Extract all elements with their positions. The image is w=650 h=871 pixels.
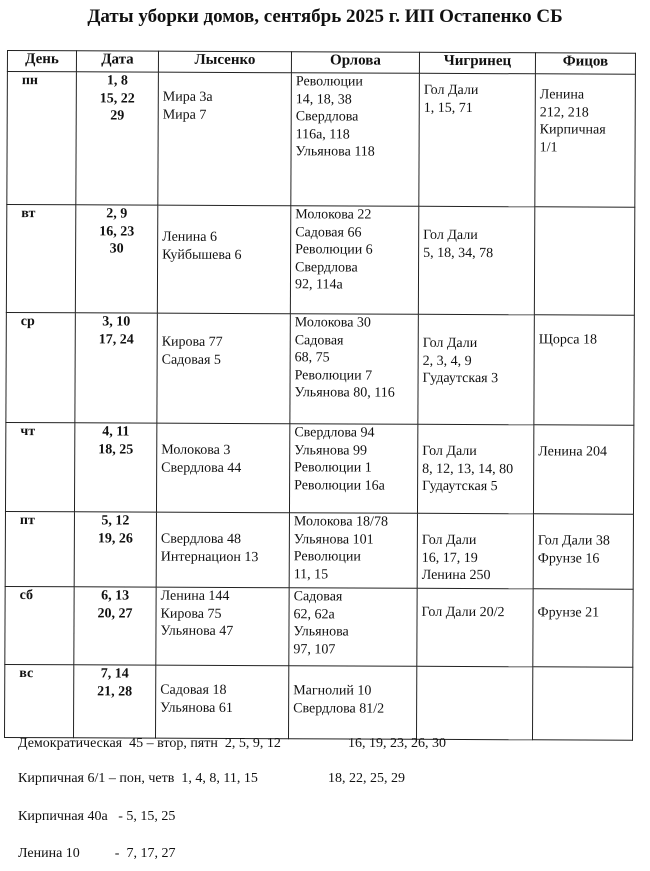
chigrinets-cell-line: Гол Дали (423, 227, 478, 244)
orlova-cell (290, 314, 418, 425)
fitsov-cell (535, 74, 636, 207)
note-line (18, 809, 175, 825)
orlova-cell-line: Садовая (293, 589, 343, 605)
dates-cell (75, 313, 157, 423)
orlova-cell-line: Революции (295, 74, 363, 90)
orlova-cell-line: Молокова 22 (295, 207, 372, 223)
day-cell: ср (6, 312, 75, 422)
table-row (5, 664, 633, 740)
dates-cell-line: 15, 22 (99, 90, 135, 107)
dates-cell-line: 19, 26 (97, 530, 133, 547)
lysenko-cell (157, 313, 290, 424)
fitsov-cell (534, 207, 634, 315)
lysenko-cell-line: Ленина 144 (160, 588, 230, 604)
orlova-cell (288, 666, 416, 740)
table-row (5, 586, 633, 667)
lysenko-cell (157, 205, 290, 314)
orlova-cell-line: 92, 114а (294, 277, 343, 293)
dates-cell-line: 16, 23 (99, 223, 135, 240)
header-orlova: Орлова (291, 52, 419, 74)
chigrinets-cell-line: 8, 12, 13, 14, 80 (422, 461, 514, 477)
dates-cell (74, 512, 156, 587)
lysenko-cell-line: Куйбышева 6 (162, 247, 242, 263)
fitsov-cell-line: Фрунзе 21 (537, 605, 600, 621)
note-text: Кирпичная 6/1 – пон, четв 1, 4, 8, 11, 15 (18, 771, 258, 786)
orlova-cell-line: Ульянова (293, 624, 349, 640)
lysenko-cell-line: Садовая 5 (161, 352, 221, 368)
note-dates: 16, 19, 23, 26, 30 (348, 736, 446, 751)
orlova-cell (291, 73, 420, 207)
fitsov-cell-line: Ленина (539, 87, 585, 103)
note-text: Кирпичная 40а - 5, 15, 25 (18, 809, 176, 824)
fitsov-cell-line: Ленина 204 (538, 444, 608, 460)
orlova-cell-line: Ульянова 118 (295, 144, 375, 160)
lysenko-cell-line: Свердлова 44 (161, 460, 242, 476)
orlova-cell-line: Ульянова 99 (294, 442, 368, 459)
orlova-cell-line: Свердлова 94 (294, 425, 375, 441)
day-cell: вт (6, 205, 75, 313)
orlova-cell-line: 116а, 118 (295, 126, 350, 142)
dates-cell (74, 423, 156, 512)
page-title: Даты уборки домов, сентябрь 2025 г. ИП Остапенко СБ (87, 6, 563, 27)
orlova-cell-line: Революции 16а (294, 477, 385, 494)
lysenko-cell-line: Ульянова 47 (160, 623, 234, 639)
orlova-cell-line: Свердлова 81/2 (293, 700, 385, 717)
schedule-table (4, 50, 636, 741)
fitsov-cell-line: 212, 218 (539, 104, 589, 121)
lysenko-cell (156, 512, 289, 588)
dates-cell-line: 7, 14 (100, 666, 129, 682)
dates-cell-line: 21, 28 (97, 683, 133, 700)
fitsov-cell-line: Кирпичная (539, 122, 606, 138)
lysenko-cell-line: Ленина 6 (162, 229, 218, 245)
day-cell: пн (7, 72, 77, 205)
dates-cell-line: 3, 10 (102, 314, 131, 330)
chigrinets-cell-line: Гудаутская 5 (422, 478, 498, 495)
chigrinets-cell (416, 666, 532, 740)
chigrinets-cell-line: Гол Дали (422, 443, 477, 460)
table-row (5, 511, 633, 589)
orlova-cell-line: Молокова 30 (294, 315, 371, 331)
chigrinets-cell (418, 314, 534, 425)
fitsov-cell (533, 589, 633, 667)
lysenko-cell-line: Мира 7 (162, 107, 207, 123)
chigrinets-cell (418, 206, 534, 315)
orlova-cell-line: Ульянова 101 (293, 531, 374, 548)
header-day: День (7, 51, 76, 72)
dates-cell-line: 2, 9 (106, 206, 128, 222)
chigrinets-cell-line: 16, 17, 19 (421, 550, 478, 566)
chigrinets-cell (417, 513, 533, 589)
orlova-cell (289, 513, 417, 589)
dates-cell-line: 1, 8 (106, 73, 128, 89)
orlova-cell-line: 62, 62а (293, 606, 335, 622)
lysenko-cell-line: Кирова 75 (160, 606, 222, 622)
table-body (5, 72, 636, 741)
lysenko-cell (158, 72, 292, 206)
orlova-cell-line: 14, 18, 38 (295, 91, 352, 108)
note-line (18, 771, 405, 787)
orlova-cell-line: Молокова 18/78 (293, 514, 389, 530)
dates-cell-line: 4, 11 (102, 424, 130, 440)
orlova-cell (289, 588, 417, 667)
dates-cell (76, 72, 159, 205)
fitsov-cell (532, 667, 632, 740)
fitsov-cell-line: 1/1 (539, 139, 558, 155)
header-fitsov: Фицов (535, 53, 635, 74)
lysenko-cell-line: Кирова 77 (161, 334, 223, 350)
table-row (7, 72, 636, 208)
chigrinets-cell-line: 1, 15, 71 (423, 100, 473, 116)
dates-cell-line: 30 (109, 241, 124, 257)
chigrinets-cell-line: Гол Дали (421, 532, 477, 549)
chigrinets-cell-line: Гол Дали (422, 335, 478, 352)
fitsov-cell (533, 514, 633, 589)
orlova-cell-line: 97, 107 (293, 641, 336, 657)
note-line (18, 846, 175, 862)
fitsov-cell-line: Гол Дали 38 (537, 533, 610, 549)
orlova-cell-line: Ульянова 80, 116 (294, 385, 395, 401)
orlova-cell-line: Садовая 66 (295, 224, 362, 241)
day-cell: вс (5, 664, 74, 737)
table-row (6, 312, 634, 425)
lysenko-cell-line: Садовая 18 (160, 682, 227, 698)
dates-cell (73, 665, 155, 738)
fitsov-cell (533, 425, 633, 514)
orlova-cell-line: Свердлова (295, 109, 359, 125)
chigrinets-cell-line: Гудаутская 3 (422, 370, 499, 387)
chigrinets-cell (419, 73, 536, 207)
lysenko-cell-line: Свердлова 48 (160, 531, 242, 548)
fitsov-cell-line: Щорса 18 (538, 332, 598, 348)
note-text: Ленина 10 - 7, 17, 27 (18, 846, 176, 861)
lysenko-cell (155, 665, 288, 739)
orlova-cell-line: Революции (293, 549, 361, 565)
header-chigrinets: Чигринец (419, 52, 535, 74)
table-row (5, 422, 633, 514)
dates-cell-line: 29 (110, 108, 125, 124)
dates-cell-line: 5, 12 (101, 513, 130, 529)
orlova-cell-line: Революции 7 (294, 367, 373, 384)
dates-cell (74, 587, 156, 665)
header-lysenko: Лысенко (158, 51, 291, 73)
day-cell: пт (5, 511, 74, 586)
dates-cell (75, 205, 157, 313)
fitsov-cell (534, 315, 634, 425)
orlova-cell (290, 206, 418, 315)
chigrinets-cell-line: Гол Дали 20/2 (421, 604, 505, 621)
orlova-cell-line: Магнолий 10 (293, 683, 372, 699)
dates-cell-line: 20, 27 (97, 605, 133, 622)
lysenko-cell-line: Мира 3а (162, 89, 213, 105)
lysenko-cell (156, 587, 289, 666)
note-text: Демократическая 45 – втор, пятн 2, 5, 9, 12 (18, 736, 281, 751)
orlova-cell-line: Свердлова (295, 259, 358, 276)
orlova-cell-line: Революции 1 (294, 460, 372, 476)
chigrinets-cell (417, 424, 533, 514)
chigrinets-cell-line: 2, 3, 4, 9 (422, 353, 472, 369)
fitsov-cell-line: Фрунзе 16 (537, 550, 600, 567)
lysenko-cell-line: Молокова 3 (161, 442, 231, 458)
table-header-row (7, 51, 635, 75)
orlova-cell-line: Революции 6 (295, 242, 373, 258)
chigrinets-cell-line: Гол Дали (423, 82, 479, 99)
lysenko-cell (156, 423, 289, 513)
orlova-cell (289, 424, 417, 514)
orlova-cell-line: 68, 75 (294, 350, 330, 366)
chigrinets-cell (417, 588, 533, 667)
note-dates: 18, 22, 25, 29 (328, 771, 405, 786)
orlova-cell-line: 11, 15 (293, 566, 329, 582)
header-date: Дата (76, 51, 158, 72)
orlova-cell-line: Садовая (294, 332, 344, 348)
chigrinets-cell-line: Ленина 250 (421, 567, 491, 584)
lysenko-cell-line: Ульянова 61 (160, 700, 233, 716)
dates-cell-line: 6, 13 (101, 588, 130, 604)
chigrinets-cell-line: 5, 18, 34, 78 (423, 245, 494, 261)
dates-cell-line: 18, 25 (98, 441, 134, 458)
table-row (6, 205, 634, 316)
day-cell: сб (5, 586, 74, 664)
dates-cell-line: 17, 24 (98, 331, 134, 348)
lysenko-cell-line: Интернацион 13 (160, 549, 259, 565)
day-cell: чт (5, 422, 74, 511)
note-line (18, 736, 446, 752)
